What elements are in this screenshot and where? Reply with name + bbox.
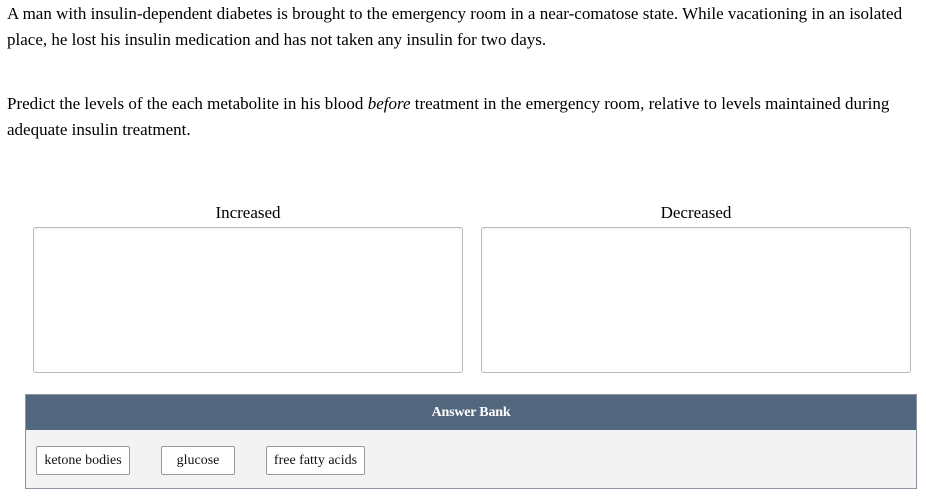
prompt-emphasis: before [367,94,411,113]
decreased-drop-zone[interactable] [481,227,911,373]
answer-chip-glucose[interactable]: glucose [161,446,235,475]
question-intro: A man with insulin-dependent diabetes is brought to the emergency room in a near-comatose state. While vacationing in an isolated place, he lost his insulin medication and has not taken any insulin for two days. [7,4,903,49]
answer-bank-title: Answer Bank [26,395,916,430]
answer-chip-ketone-bodies[interactable]: ketone bodies [36,446,130,475]
decreased-column-label: Decreased [660,203,732,222]
increased-drop-zone[interactable] [33,227,463,373]
increased-column-label: Increased [215,203,281,222]
answer-bank [25,394,917,489]
prompt-text-before: Predict the levels of the each metabolite in his blood [7,94,368,113]
prompt-text-after: treatment in the emergency room, relative to levels maintained during adequate insulin treatment. [7,94,890,139]
answer-chip-free-fatty-acids[interactable]: free fatty acids [266,446,365,475]
question-prompt [7,91,912,143]
